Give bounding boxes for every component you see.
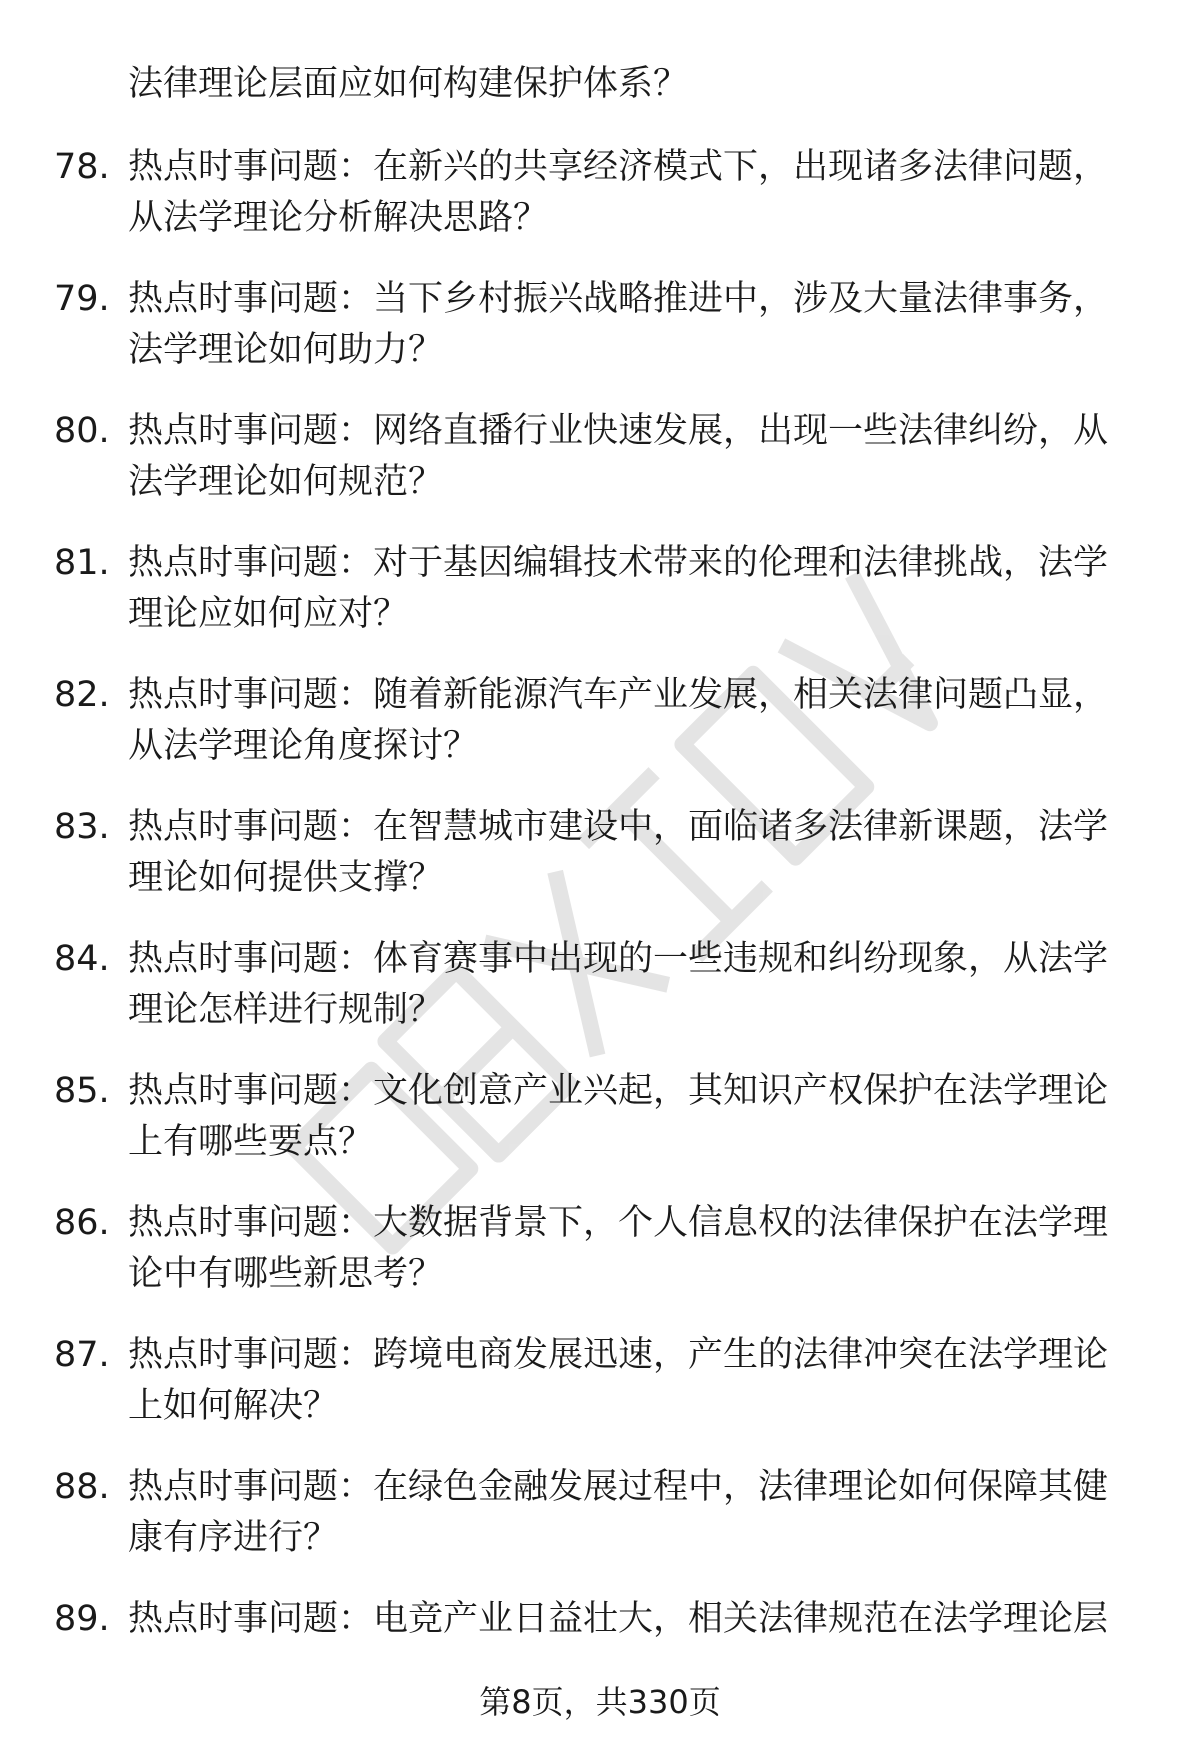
list-item xyxy=(0,1330,1200,1462)
item-text-line: 热点时事问题：在新兴的共享经济模式下，出现诸多法律问题， xyxy=(128,147,1109,187)
item-text xyxy=(128,538,1148,640)
item-text-line: 热点时事问题：文化创意产业兴起，其知识产权保护在法学理论 xyxy=(128,1071,1109,1111)
item-number: 81. xyxy=(54,543,110,583)
item-text-line: 热点时事问题：对于基因编辑技术带来的伦理和法律挑战，法学 xyxy=(128,543,1109,583)
item-text xyxy=(128,670,1148,772)
item-number: 78. xyxy=(54,147,110,187)
item-text-line: 上如何解决？ xyxy=(128,1386,339,1426)
item-text-line: 理论怎样进行规制？ xyxy=(128,990,444,1030)
list-item xyxy=(0,274,1200,406)
item-text-line: 从法学理论角度探讨？ xyxy=(128,726,479,766)
list-item xyxy=(0,1198,1200,1330)
item-text-line: 热点时事问题：当下乡村振兴战略推进中，涉及大量法律事务， xyxy=(128,279,1109,319)
list-item xyxy=(0,1066,1200,1198)
question-list xyxy=(0,142,1200,1726)
item-text-line: 热点时事问题：在智慧城市建设中，面临诸多法律新课题，法学 xyxy=(128,807,1109,847)
item-text-line: 热点时事问题：网络直播行业快速发展，出现一些法律纠纷，从 xyxy=(128,411,1109,451)
item-number: 83. xyxy=(54,807,110,847)
item-text-line: 法学理论如何规范？ xyxy=(128,462,444,502)
item-text xyxy=(128,1594,1148,1645)
item-number: 80. xyxy=(54,411,110,451)
item-text xyxy=(128,406,1148,508)
item-text-line: 热点时事问题：跨境电商发展迅速，产生的法律冲突在法学理论 xyxy=(128,1335,1109,1375)
item-text-line: 理论如何提供支撑？ xyxy=(128,858,444,898)
item-text-line: 热点时事问题：大数据背景下，个人信息权的法律保护在法学理 xyxy=(128,1203,1109,1243)
item-number: 88. xyxy=(54,1467,110,1507)
item-text-line: 法学理论如何助力？ xyxy=(128,330,444,370)
item-number: 82. xyxy=(54,675,110,715)
item-text-line: 理论应如何应对？ xyxy=(128,594,409,634)
item-text xyxy=(128,802,1148,904)
list-item xyxy=(0,802,1200,934)
item-text xyxy=(128,142,1148,244)
list-item xyxy=(0,538,1200,670)
continuation-line: 法律理论层面应如何构建保护体系？ xyxy=(128,64,689,104)
item-text xyxy=(128,1462,1148,1564)
item-text-line: 热点时事问题：体育赛事中出现的一些违规和纠纷现象，从法学 xyxy=(128,939,1109,979)
item-number: 84. xyxy=(54,939,110,979)
list-item xyxy=(0,1462,1200,1594)
list-item xyxy=(0,934,1200,1066)
list-item xyxy=(0,406,1200,538)
item-text xyxy=(128,274,1148,376)
item-text xyxy=(128,1330,1148,1432)
item-number: 87. xyxy=(54,1335,110,1375)
item-number: 85. xyxy=(54,1071,110,1111)
list-item xyxy=(0,142,1200,274)
item-text-line: 康有序进行？ xyxy=(128,1518,339,1558)
item-text-line: 论中有哪些新思考？ xyxy=(128,1254,444,1294)
item-text-line: 从法学理论分析解决思路？ xyxy=(128,198,549,238)
item-text xyxy=(128,1198,1148,1300)
page-footer: 第8页，共330页 xyxy=(479,1683,721,1721)
item-text-line: 热点时事问题：随着新能源汽车产业发展，相关法律问题凸显， xyxy=(128,675,1109,715)
item-number: 79. xyxy=(54,279,110,319)
item-text-line: 上有哪些要点？ xyxy=(128,1122,374,1162)
list-item xyxy=(0,670,1200,802)
item-text xyxy=(128,1066,1148,1168)
item-text-line: 热点时事问题：电竞产业日益壮大，相关法律规范在法学理论层 xyxy=(128,1599,1109,1639)
item-number: 86. xyxy=(54,1203,110,1243)
item-text xyxy=(128,934,1148,1036)
item-text-line: 热点时事问题：在绿色金融发展过程中，法律理论如何保障其健 xyxy=(128,1467,1109,1507)
item-number: 89. xyxy=(54,1599,110,1639)
